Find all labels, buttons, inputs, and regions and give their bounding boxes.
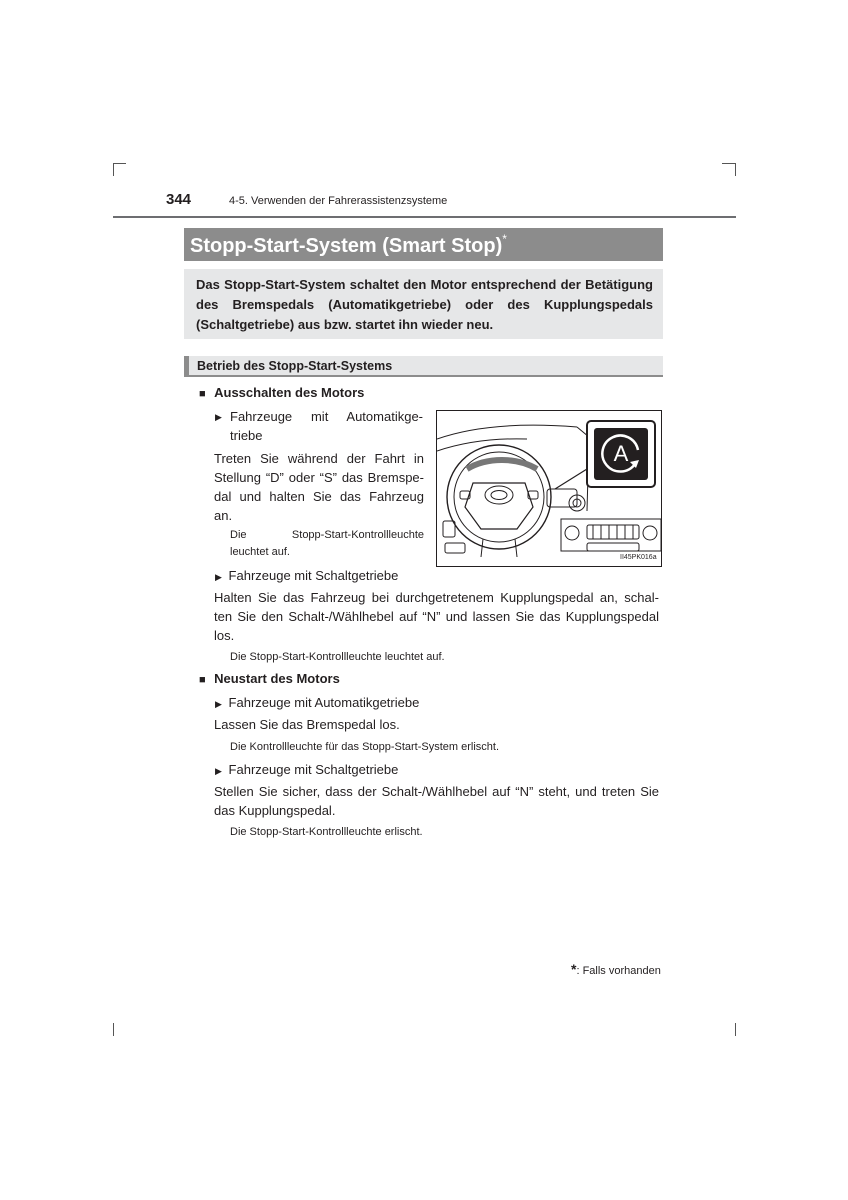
auto-off-note bbox=[230, 527, 424, 561]
auto-off-line: dal und halten Sie das Fahrzeug bbox=[214, 489, 424, 504]
subheading-text: Neustart des Motors bbox=[214, 671, 340, 686]
restart-manual-note: Die Stopp-Start-Kontrollleuchte erlischt. bbox=[230, 826, 423, 838]
auto-off-note-line: Die Stopp-Start-Kontrollleuchte bbox=[230, 529, 424, 541]
indicator-callout bbox=[586, 420, 656, 488]
page-title-text: Stopp-Start-System (Smart Stop) bbox=[190, 235, 503, 257]
manual-off-line: Halten Sie das Fahrzeug bei durchgetretenem Kupplungspedal an, schal- bbox=[214, 590, 659, 605]
manual-off-text bbox=[214, 588, 659, 645]
auto-off-line: Stellung “D” oder “S” das Bremspe- bbox=[214, 470, 424, 485]
crop-mark bbox=[113, 1023, 114, 1036]
footnote-mark: * bbox=[571, 961, 577, 977]
crop-mark bbox=[735, 163, 736, 176]
label-manual bbox=[215, 566, 398, 587]
triangle-bullet-icon: ▶ bbox=[215, 412, 222, 422]
auto-off-line: Treten Sie während der Fahrt in bbox=[214, 451, 424, 466]
manual-off-note: Die Stopp-Start-Kontrollleuchte leuchtet auf. bbox=[230, 651, 445, 663]
running-title: 4-5. Verwenden der Fahrerassistenzsysteme bbox=[229, 195, 448, 207]
restart-label-manual-text: Fahrzeuge mit Schaltgetriebe bbox=[228, 762, 399, 777]
restart-manual-line: das Kupplungspedal. bbox=[214, 803, 336, 818]
manual-off-line: los. bbox=[214, 628, 235, 643]
section-heading-marker bbox=[184, 356, 189, 377]
label-automatic-line2: triebe bbox=[230, 428, 263, 443]
restart-manual-line: Stellen Sie sicher, dass der Schalt-/Wählhebel auf “N” steht, und treten Sie bbox=[214, 784, 659, 799]
auto-off-text bbox=[214, 449, 424, 525]
triangle-bullet-icon: ▶ bbox=[215, 572, 222, 582]
auto-off-line: an. bbox=[214, 508, 233, 523]
svg-text:A: A bbox=[613, 441, 629, 466]
square-bullet-icon: ■ bbox=[199, 388, 206, 400]
label-automatic-line1: Fahrzeuge mit Automatikge- bbox=[230, 409, 423, 424]
crop-mark bbox=[735, 1023, 736, 1036]
triangle-bullet-icon: ▶ bbox=[215, 699, 222, 709]
figure-code: II45PK016a bbox=[620, 554, 657, 561]
restart-label-automatic bbox=[215, 693, 419, 714]
section-heading: Betrieb des Stopp-Start-Systems bbox=[197, 359, 393, 373]
triangle-bullet-icon: ▶ bbox=[215, 766, 222, 776]
title-footnote-mark: * bbox=[502, 232, 507, 246]
label-manual-text: Fahrzeuge mit Schaltgetriebe bbox=[228, 568, 399, 583]
crop-mark bbox=[722, 163, 735, 164]
restart-auto-text: Lassen Sie das Bremspedal los. bbox=[214, 717, 400, 732]
restart-label-manual bbox=[215, 760, 398, 781]
footnote bbox=[571, 961, 661, 977]
stop-start-indicator-icon bbox=[594, 428, 648, 480]
subheading-text: Ausschalten des Motors bbox=[214, 385, 365, 400]
page-title bbox=[190, 232, 507, 258]
crop-mark bbox=[113, 163, 114, 176]
subheading-engine-off bbox=[199, 384, 364, 402]
manual-off-line: ten Sie den Schalt-/Wählhebel auf “N” und lassen Sie das Kupplungspedal bbox=[214, 609, 659, 624]
header-rule bbox=[113, 216, 736, 218]
page-number: 344 bbox=[166, 191, 192, 208]
label-automatic bbox=[215, 407, 423, 445]
auto-off-note-line: leuchtet auf. bbox=[230, 546, 290, 558]
intro-text: Das Stopp-Start-System schaltet den Motor entsprechend der Betätigung des Bremspedals (Automatikgetriebe) oder des Kupplungspedals (Schaltgetriebe) aus bzw. startet ihn wieder neu. bbox=[196, 277, 653, 332]
dashboard-illustration bbox=[436, 410, 662, 567]
restart-auto-note: Die Kontrollleuchte für das Stopp-Start-System erlischt. bbox=[230, 741, 500, 753]
footnote-text: : Falls vorhanden bbox=[576, 965, 661, 977]
restart-manual-text bbox=[214, 782, 659, 820]
subheading-engine-restart bbox=[199, 670, 340, 688]
crop-mark bbox=[113, 163, 126, 164]
square-bullet-icon: ■ bbox=[199, 674, 206, 686]
auto-arrow-icon bbox=[594, 428, 648, 480]
restart-label-automatic-text: Fahrzeuge mit Automatikgetriebe bbox=[228, 695, 420, 710]
